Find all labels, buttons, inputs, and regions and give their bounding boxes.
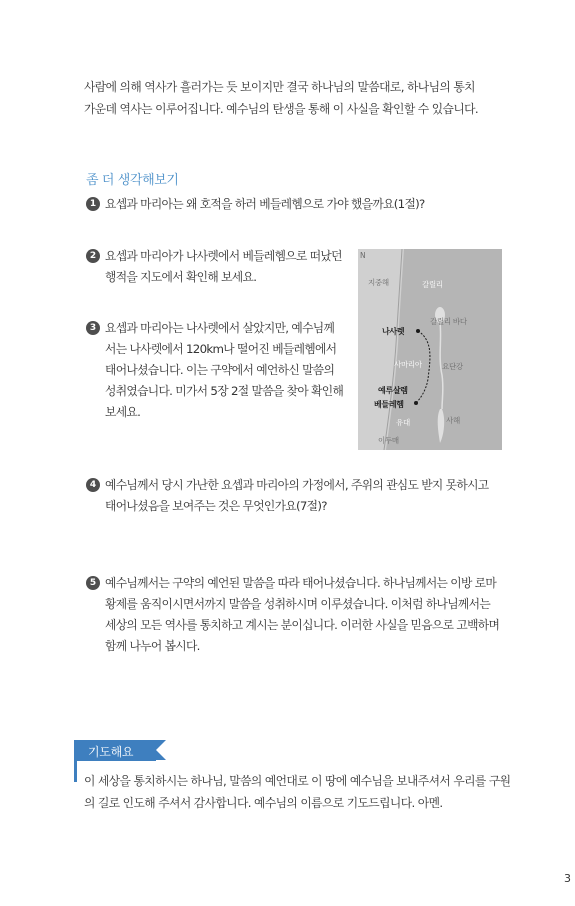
- question-2: [86, 246, 342, 288]
- page-number: 3: [564, 872, 571, 885]
- question-number-badge: 2: [86, 249, 100, 263]
- map-label-nazareth: 나사렛: [382, 327, 405, 336]
- question-4: [86, 475, 488, 517]
- question-3: [86, 318, 343, 423]
- question-line: 예수님께서는 구약의 예언된 말씀을 따라 태어나셨습니다. 하나님께서는 이방 로마: [105, 576, 497, 590]
- map-label-bethlehem: 베들레헴: [374, 400, 404, 409]
- question-number-badge: 4: [86, 478, 100, 492]
- map-label-sea: 지중해: [368, 278, 389, 287]
- intro-line: 가운데 역사는 이루어집니다. 예수님의 탄생을 통해 이 사실을 확인할 수 있습니다.: [84, 102, 479, 116]
- question-line: 요셉과 마리아는 나사렛에서 살았지만, 예수님께: [105, 321, 335, 335]
- question-5: [86, 573, 499, 657]
- question-line: 요셉과 마리아는 왜 호적을 하러 베들레헴으로 가야 했을까요(1절)?: [105, 197, 425, 211]
- map-label-dead-sea: 사해: [446, 416, 460, 425]
- prayer-tab: [74, 740, 156, 761]
- question-number-badge: 1: [86, 197, 100, 211]
- map-label-idumea: 이두매: [378, 436, 399, 445]
- prayer-tab-label: 기도해요: [88, 745, 134, 759]
- map-label-jordan: 요단강: [442, 362, 463, 371]
- question-line: 세상의 모든 역사를 통치하고 계시는 분이십니다. 이러한 사실을 믿음으로 고백하며: [105, 618, 500, 632]
- map-label-jerusalem: 예루살렘: [378, 386, 408, 395]
- north-marker: N: [360, 251, 366, 260]
- question-line: 태어나셨습니다. 이는 구약에서 예언하신 말씀의: [105, 363, 335, 377]
- route-map: [358, 249, 502, 450]
- question-line: 성취였습니다. 미가서 5장 2절 말씀을 찾아 확인해: [105, 384, 344, 398]
- question-line: 예수님께서 당시 가난한 요셉과 마리아의 가정에서, 주위의 관심도 받지 못하시고: [105, 478, 489, 492]
- prayer-text: [84, 770, 510, 814]
- question-line: 요셉과 마리아가 나사렛에서 베들레헴으로 떠났던: [105, 249, 342, 263]
- prayer-line: 이 세상을 통치하시는 하나님, 말씀의 예언대로 이 땅에 예수님을 보내주셔서 우리를 구원: [84, 774, 511, 788]
- map-label-galilee: 갈릴리: [422, 280, 443, 289]
- map-label-samaria: 사마리아: [394, 360, 422, 369]
- map-label-judea: 유대: [396, 418, 410, 427]
- question-line: 함께 나누어 봅시다.: [105, 639, 200, 653]
- question-number-badge: 3: [86, 321, 100, 335]
- intro-line: 사람에 의해 역사가 흘러가는 듯 보이지만 결국 하나님의 말씀대로, 하나님의 통치: [84, 80, 475, 94]
- question-line: 보세요.: [105, 405, 141, 419]
- section-title: 좀 더 생각해보기: [86, 173, 179, 188]
- question-number-badge: 5: [86, 576, 100, 590]
- question-line: 서는 나사렛에서 120km나 떨어진 베들레헴에서: [105, 342, 337, 356]
- intro-paragraph: [84, 76, 504, 120]
- prayer-line: 의 길로 인도해 주셔서 감사합니다. 예수님의 이름으로 기도드립니다. 아멘.: [84, 796, 443, 810]
- question-line: 황제를 움직이시면서까지 말씀을 성취하시며 이루셨습니다. 이처럼 하나님께서는: [105, 597, 491, 611]
- question-line: 태어나셨음을 보여주는 것은 무엇인가요(7절)?: [105, 499, 327, 513]
- map-label-sea-of-galilee: 갈릴리 바다: [430, 317, 467, 326]
- prayer-accent-bar: [74, 760, 77, 782]
- question-line: 행적을 지도에서 확인해 보세요.: [105, 270, 257, 284]
- question-1: [86, 194, 425, 215]
